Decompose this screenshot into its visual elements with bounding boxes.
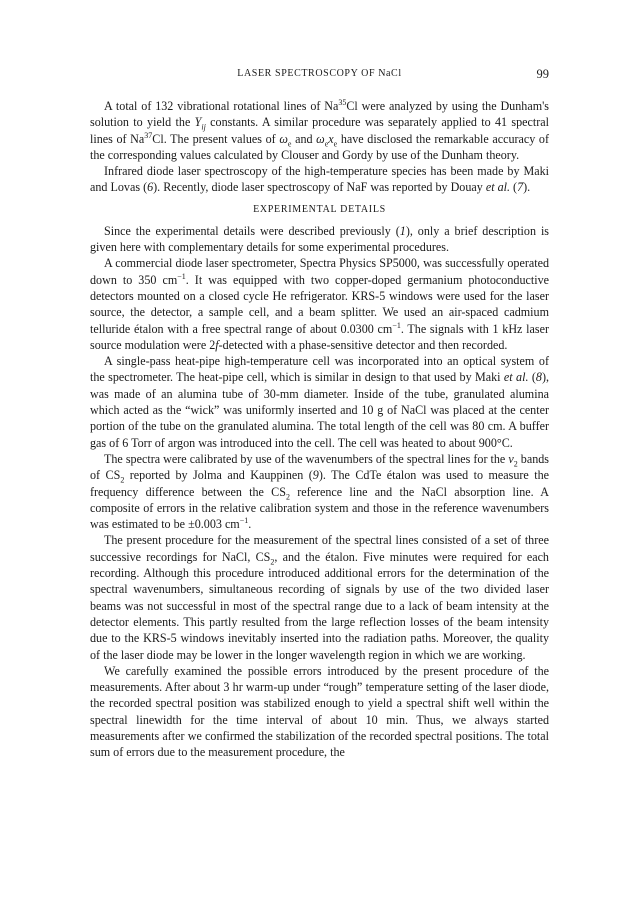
paragraph-heat-pipe-cell — [90, 353, 549, 451]
text-run: . — [248, 517, 252, 532]
text-run: bands of CS — [90, 451, 549, 483]
text-run: . It was equipped with two copper-doped germanium photoconductive detectors mounted on a closed cycle He refrigerator. KRS-5 windows were used for the laser source, the detector, a sample cell, and a beam splitter. We used an air-spaced cadmium telluride étalon with a free spectral range of about 0.0300 cm — [90, 272, 549, 336]
text-run: Cl were analyzed by using the Dunham's solution to yield the — [90, 99, 549, 130]
nu-symbol: ν — [508, 451, 514, 466]
paragraph-isotope-analysis — [90, 98, 549, 163]
text-run: ( — [510, 180, 518, 195]
reference-number: 9 — [312, 468, 319, 483]
unit-exponent: −1 — [177, 271, 186, 281]
reference-number: 1 — [399, 223, 406, 238]
text-run: Infrared diode laser spectroscopy of the high-temperature species has been made by Maki and Lovas ( — [90, 164, 549, 195]
text-run: ), only a brief description is given here with complementary details for some experimental procedures. — [90, 223, 550, 255]
subscript: 2 — [270, 557, 275, 567]
text-run: A single-pass heat-pipe high-temperature cell was incorporated into an optical system of the spectrometer. The heat-pipe cell, which is similar in design to that used by Maki — [90, 354, 549, 385]
subscript: 2 — [120, 475, 125, 485]
text-run: ). The CdTe étalon was used to measure the frequency difference between the CS — [90, 468, 550, 499]
unit-exponent: −1 — [239, 516, 249, 526]
text-run: and — [291, 131, 317, 146]
dunham-symbol: Y — [194, 115, 202, 130]
section-heading: EXPERIMENTAL DETAILS — [253, 203, 386, 215]
paragraph-infrared-diode — [90, 163, 549, 196]
text-run: , and the étalon. Five minutes were required for each recording. Although this procedure introduced additional errors for the determination of the spectral wavenumbers, simultaneous recording of signals by use of the two divided laser beams was not successful in most of the spectral range due to a lack of beam intensity at the detector elements. This partly resulted from the large reflection losses of the beam intensity due to the KRS-5 windows inevitably inserted into the radiation paths. Moreover, the quality of the laser diode may be lower in the longer wavelength region in which we are working. — [90, 549, 549, 662]
subscript: e — [333, 139, 338, 148]
journal-page — [90, 68, 549, 761]
text-run: The spectra were calibrated by use of the wavenumbers of the spectral lines for the — [104, 451, 509, 466]
text-run: Since the experimental details were described previously ( — [104, 223, 400, 238]
x-symbol: x — [328, 131, 334, 146]
running-title: LASER SPECTROSCOPY OF NaCl — [237, 68, 402, 79]
omega-symbol: ω — [316, 131, 325, 146]
subscript: 2 — [513, 459, 518, 469]
dunham-subscript: ij — [201, 122, 206, 132]
text-run: ( — [528, 370, 536, 385]
text-run: A total of 132 vibrational rotational lines of Na — [104, 99, 339, 113]
text-run: -detected with a phase-sensitive detector and then recorded. — [218, 337, 508, 352]
text-run: The present procedure for the measurement of the spectral lines consisted of a set of three successive recordings for NaCl, CS — [90, 533, 549, 564]
isotope-mass-37: 37 — [144, 130, 153, 140]
subscript: e — [287, 139, 292, 148]
et-al: et al. — [503, 370, 529, 385]
paragraph-error-examination — [90, 663, 549, 761]
text-run: . The signals with 1 kHz laser source modulation were 2 — [90, 321, 549, 352]
paragraph-spectrometer — [90, 255, 549, 353]
subscript: e — [324, 139, 329, 148]
paragraph-procedure — [90, 532, 549, 662]
et-al: et al. — [485, 180, 511, 195]
text-run: reported by Jolma and Kauppinen ( — [124, 468, 313, 483]
text-run: A commercial diode laser spectrometer, Spectra Physics SP5000, was successfully operated down to 350 cm — [90, 256, 549, 287]
text-run: reference line and the NaCl absorption line. A composite of errors in the relative calibration system and those in the reference wavenumbers was estimated to be ±0.003 cm — [90, 484, 549, 532]
text-run: have disclosed the remarkable accuracy of the corresponding values calculated by Clouser and Gordy by use of the Dunham theory. — [90, 131, 549, 162]
reference-number: 7 — [517, 180, 524, 195]
text-run: ). Recently, diode laser spectroscopy of NaF was reported by Douay — [153, 180, 486, 195]
page-number: 99 — [536, 67, 549, 81]
paragraph-experimental-intro — [90, 223, 549, 256]
f-symbol: f — [215, 337, 219, 352]
omega-symbol: ω — [279, 131, 288, 146]
paragraph-calibration — [90, 451, 549, 532]
text-run: Cl. The present values of — [152, 131, 280, 146]
unit-exponent: −1 — [392, 320, 401, 330]
reference-number: 8 — [535, 370, 542, 385]
subscript: 2 — [285, 491, 290, 501]
text-run: constants. A similar procedure was separately applied to 41 spectral lines of Na — [90, 115, 549, 146]
isotope-mass-35: 35 — [338, 97, 347, 107]
text-run: We carefully examined the possible errors introduced by the present procedure of the measurements. After about 3 hr warm-up under “rough” temperature setting of the laser diode, the recorded spectral position was stabilized enough to yield a spectral shift well within the spectral linewidth for the time interval of about 10 min. Thus, we always started measurements after we confirmed the stabilization of the recorded spectral positions. The total sum of errors due to the measurement procedure, the — [90, 663, 549, 760]
reference-number: 6 — [147, 180, 154, 195]
text-run: ), was made of an alumina tube of 30-mm diameter. Inside of the tube, granulated alumina which acted as the “wick” was uniformly inserted and 10 g of NaCl was placed at the center portion of the tube on the granulated alumina. The total length of the cell was 80 cm. A buffer gas of 6 Torr of argon was introduced into the cell. The cell was heated to about 900°C. — [90, 370, 549, 450]
body-text — [90, 98, 549, 761]
running-head — [90, 68, 549, 86]
text-run: ). — [523, 180, 531, 195]
